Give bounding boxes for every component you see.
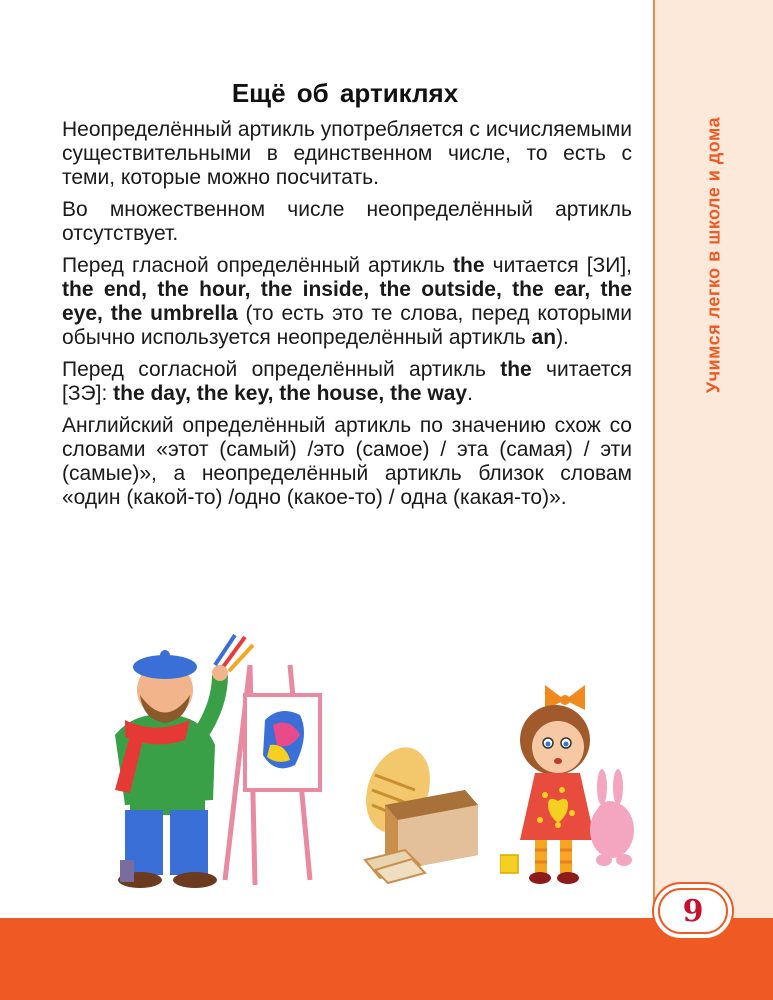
bold-the: the xyxy=(500,358,532,381)
bold-the: the xyxy=(453,254,485,277)
paragraph-4 xyxy=(62,358,632,406)
paragraph-1: Неопределённый артикль употребляется с исчисляемыми существительными в единственном числе, то есть с теми, которые можно посчитать. xyxy=(62,118,632,189)
side-band-border xyxy=(653,0,655,1000)
text: . xyxy=(467,382,473,405)
bold-examples-consonant: the day, the key, the house, the way xyxy=(113,382,468,405)
page-number: 9 xyxy=(658,888,728,934)
bread-illustration xyxy=(350,745,485,885)
page-title: Ещё об артиклях xyxy=(231,78,459,108)
painter-illustration xyxy=(95,625,340,890)
text: (то есть это те слова, перед которыми обычно используется неопределённый артикль xyxy=(62,302,632,349)
paragraph-2: Во множественном числе неопределённый артикль отсутствует. xyxy=(62,198,632,245)
girl-illustration xyxy=(500,665,645,890)
text: Перед гласной определённый артикль xyxy=(62,254,454,277)
bold-examples-vowel: the end, the hour, the inside, the outside, the ear, the eye, the umbrella xyxy=(62,278,632,325)
paragraph-3 xyxy=(62,254,632,350)
bold-an: an xyxy=(531,326,557,349)
page-number-badge xyxy=(652,882,734,940)
text: ). xyxy=(556,326,569,349)
paragraph-5: Английский определённый артикль по значению схож со словами «этот (самый) /это (самое) / эта (самая) / эти (самые)», а неопределённый артикль близок словам «один (какой-то) /одно (какое-то) / одна (какая-то)». xyxy=(62,414,632,509)
text: Перед согласной определённый артикль xyxy=(62,358,501,381)
bottom-bar xyxy=(0,918,773,1000)
sidebar-caption: Учимся легко в школе и дома xyxy=(703,116,724,394)
article-body xyxy=(62,118,632,518)
text: читается [ЗИ], xyxy=(484,254,632,277)
text: читается [ЗЭ]: xyxy=(62,358,632,405)
